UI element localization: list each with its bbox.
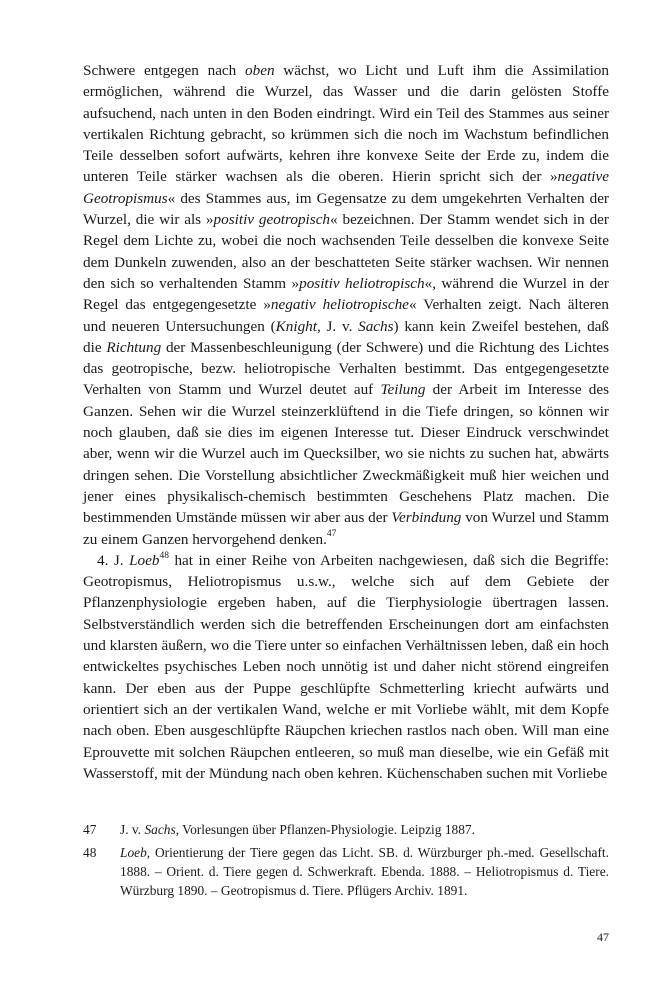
footnote-ref-48: 48 — [159, 550, 169, 561]
body-text — [83, 60, 609, 784]
footnote-48: 48 Loeb, Orientierung der Tiere gegen das Licht. SB. d. Würzburger ph.-med. Gesellschaft. 1888. – Orient. d. Tiere gegen d. Schwerkraft. Ebenda. 1888. – Heliotropismus d. Tiere. Würzburg 1890. – Geotropismus d. Tiere. Pflügers Archiv. 1891. — [83, 845, 609, 898]
paragraph-2: 4. J. Loeb$^{48}$ hat in einer Reihe von Arbeiten nachgewiesen, daß sich die Begriffe: Geotropismus, Heliotropismus u.s.w., welche sich auf dem Gebiete der Pflanzenphysiologie ergeben haben, auf die Tierphysiologie übertragen lassen. Selbstverständlich werden sich die betreffenden Erscheinungen dort am einfachsten und klarsten äußern, wo die Tiere unter so einfachen Verhältnissen leben, daß ein hoch entwickeltes psychisches Leben noch unnötig ist und daher nicht störend eingreifen kann. Der eben aus der Puppe geschlüpfte Schmetterling kriecht aufwärts und orientiert sich an der vertikalen Wand, welche er mit Vorliebe wählt, mit dem Kopfe nach oben. Eben ausgeschlüpfte Räupchen kriechen rastlos nach oben. Will man eine Eprouvette mit solchen Räupchen entleeren, so muß man dieselbe, wie ein Gefäß mit Wasserstoff, mit der Mündung nach oben kehren. Küchenschaben suchen mit Vorliebe — [83, 550, 609, 782]
page-number: 47 — [597, 930, 609, 944]
footnotes — [83, 820, 609, 904]
footnote-ref-47: 47 — [326, 529, 337, 540]
paragraph-1: Schwere entgegen nach oben wächst, wo Licht und Luft ihm die Assimilation ermöglichen, während die Wurzel, das Wasser und die darin gelösten Stoffe aufsuchend, nach unten in den Boden eindringt. Wird ein Teil des Stammes aus seiner vertikalen Richtung gebracht, so krümmen sich die noch im Wachstum befindlichen Teile desselben sofort aufwärts, kehren ihre konvexe Seite der Erde zu, indem die unteren Teile stärker wachsen als die oberen. Hierin spricht sich der »negative Geotropismus« des Stammes aus, im Gegensatze zu dem umgekehrten Verhalten der Wurzel, die wir als »positiv geotropisch« bezeichnen. Der Stamm wendet sich in der Regel dem Lichte zu, wobei die noch wachsenden Teile desselben die konvexe Seite dem Dunkeln zuwenden, also an der beschatteten Seite stärker wachsen. Wir nennen den sich so verhaltenden Stamm »positiv heliotropisch«, während die Wurzel in der Regel das entgegengesetzte »negativ heliotropische« Verhalten zeigt. Nach älteren und neueren Untersuchungen (Knight, J. v. Sachs) kann kein Zweifel bestehen, daß die Richtung der Massenbeschleunigung (der Schwere) und die Richtung des Lichtes das geotropische, bezw. heliotropische Verhalten bestimmt. Das entgegengesetzte Verhalten von Stamm und Wurzel deutet auf Teilung der Arbeit im Interesse des Ganzen. Sehen wir die Wurzel steinzerklüftend in die Tiefe dringen, so können wir noch glauben, daß sie dies im eigenen Interesse tut. Dieser Eindruck verschwindet aber, wenn wir die Wurzel auch im Quecksilber, wo sie nichts zu suchen hat, abwärts dringen sehen. Die Vorstellung absichtlicher Zweckmäßigkeit muß hier weichen und jener eines physikalisch-chemisch bestimmten Geschehens Platz machen. Die bestimmenden Umstände müssen wir aber aus der Verbindung von Wurzel und Stamm zu einem Ganzen hervorgehend denken.$^{47}$ — [83, 62, 610, 548]
footnote-47: 47 J. v. Sachs, Vorlesungen über Pflanzen-Physiologie. Leipzig 1887. — [83, 822, 475, 837]
